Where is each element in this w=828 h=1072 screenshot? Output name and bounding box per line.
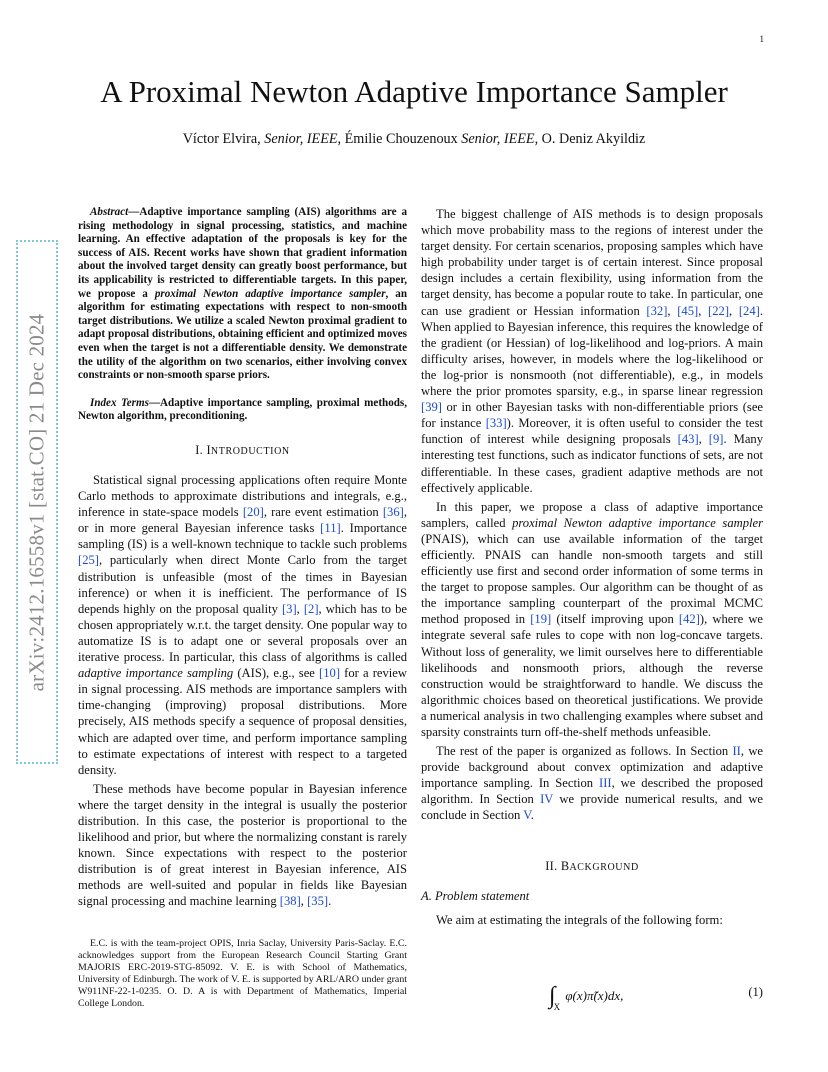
text-span: . — [530, 808, 534, 823]
text-span: , — [698, 432, 709, 447]
integral-domain: X — [553, 1002, 561, 1012]
text-span: , — [296, 601, 304, 616]
intro-paragraph-2 — [78, 781, 407, 910]
text-span: . When applied to Bayesian inference, this requires the knowledge of the gradient (or Hessian) of log-likelihood and log-priors. A main difficulty arises, however, in models where the log-likelihood or the log-prior is nonsmooth (not differentiable), e.g., in models where the prior promotes sparsity, e.g., in sparse linear regression — [421, 303, 763, 399]
author-separator: , — [257, 131, 265, 147]
citation-link[interactable]: [3] — [281, 601, 297, 616]
text-span: , rare event estimation — [263, 505, 383, 520]
citation-link[interactable]: [22] — [708, 303, 730, 318]
section-heading-introduction — [78, 442, 407, 460]
text-span: or in other Bayesian tasks with non-differentiable priors (see for instance — [421, 400, 763, 431]
author-role: Senior, IEEE — [264, 131, 338, 147]
citation-link[interactable]: [2] — [303, 601, 319, 616]
equation-1 — [421, 976, 763, 1012]
arxiv-stamp-text: arXiv:2412.16558v1 [stat.CO] 21 Dec 2024 — [24, 313, 49, 691]
index-terms — [78, 397, 407, 424]
equation-expression: φ(x)π̃(x)dx, — [565, 988, 624, 1003]
abstract-text: , an algorithm for estimating expectations with respect to non-smooth target distributions. We utilize a scaled Newton proximal gradient to adapt proposal distributions, obtaining efficient and optimized moves even when the target is not a differentiable density. We demonstrate the utility of the algorithm on two scenarios, either involving convex constraints or non-smooth sparse priors. — [78, 287, 408, 382]
text-span: , particularly when direct Monte Carlo from the target distribution is unfeasible (most of the times in Bayesian inference) or when it is inefficient. The performance of IS depends highly on the proposal quality — [78, 553, 407, 616]
citation-link[interactable]: [24] — [738, 303, 760, 318]
citation-link[interactable]: [33] — [485, 416, 507, 431]
abstract-emphasis: proximal Newton adaptive importance sampler — [154, 287, 386, 300]
abstract-text: —Adaptive importance sampling (AIS) algorithms are a rising methodology in signal processing, statistics, and machine learning. An effective adaptation of the proposals is key for the success of AIS. Recent works have shown that gradient information about the involved target density can greatly boost performance, but its applicability is restricted to differentiable targets. In this paper, we propose a — [78, 206, 407, 300]
text-span: . — [328, 894, 332, 909]
text-span: (itself improving upon — [551, 612, 679, 627]
equation-body — [549, 980, 624, 1012]
citation-link[interactable]: [38] — [279, 894, 301, 909]
section-link[interactable]: III — [599, 776, 612, 791]
text-span: , we described the proposed algorithm. In Section — [421, 776, 763, 807]
author-separator: , — [337, 131, 345, 147]
author-list — [0, 131, 828, 148]
text-span: . Many interesting test functions, such as indicator functions of sets, are not differentiable. In these cases, gradient adaptive methods are not effectively applicable. — [421, 432, 763, 495]
citation-link[interactable]: [35] — [307, 894, 329, 909]
citation-link[interactable]: [20] — [242, 505, 264, 520]
abstract — [78, 206, 407, 383]
right-paragraph-3 — [421, 743, 763, 823]
text-span: The biggest challenge of AIS methods is to design proposals which move probability mass to the regions of interest under the target density. For certain scenarios, proposing samples which have high probability under target is of certain interest. Since proposal design includes a certain flexibility, using information from the target density, has become a popular route to take. In particular, one can use gradient or Hessian information — [421, 207, 763, 318]
text-span: , which has to be chosen appropriately w.r.t. the target density. One popular way to automatize IS is to adapt one or several proposals over an iterative process. In particular, this class of algorithms is called — [78, 601, 408, 665]
text-span: . Importance sampling (IS) is a well-known technique to tackle such problems — [78, 521, 408, 552]
left-column — [78, 206, 407, 913]
emphasis-text: adaptive importance sampling — [78, 666, 234, 681]
text-span: The rest of the paper is organized as follows. In Section — [436, 744, 733, 759]
text-span: Statistical signal processing applications often require Monte Carlo methods to approximate distributions and integrals, e.g., inference in state-space models — [78, 473, 407, 520]
section-link[interactable]: II — [732, 744, 741, 759]
right-column — [421, 206, 763, 931]
index-terms-text: —Adaptive importance sampling, proximal methods, Newton algorithm, preconditioning. — [78, 396, 407, 423]
citation-link[interactable]: [43] — [677, 432, 699, 447]
section-title-rest: ACKGROUND — [569, 861, 639, 873]
section-number: II. — [545, 858, 558, 873]
right-paragraph-4 — [421, 912, 763, 928]
right-paragraph-2 — [421, 499, 763, 740]
text-span: ), where we integrate several safe rules to cope with non log-concave targets. Without loss of generality, we limit ourselves here to differentiable likelihoods and nonsmooth priors, although the reverse construction would be straightforward to handle. We discuss the algorithmic choices based on theoretical justifications. We provide a numerical analysis in two challenging examples where subset and sparsity constraints turn off-the-shelf methods unfeasible. — [421, 612, 764, 739]
text-span: , — [729, 303, 739, 318]
subsection-heading: A. Problem statement — [421, 888, 530, 903]
section-title-rest: NTRODUCTION — [210, 445, 290, 457]
section-title-initial: I — [206, 442, 211, 457]
author-separator: , — [534, 131, 542, 147]
text-span: for a review in signal processing. AIS methods are importance samplers with time-changing (improving) proposal distributions. More precisely, AIS methods specify a sequence of proposal densities, which are adapted over time, and perform importance sampling to estimate expectations of interest with respect to a targeted density. — [78, 666, 407, 777]
text-span: (PNAIS), which can use available information of the target efficiently. PNAIS can handle non-smooth targets and still efficiently use first and second order information of some terms in the target to propose samples. Our algorithm can be thought of as the importance sampling counterpart of the proximal MCMC method proposed in — [421, 531, 763, 627]
text-span: , — [667, 303, 678, 318]
abstract-lead: Abstract — [90, 206, 129, 218]
citation-link[interactable]: [9] — [708, 432, 724, 447]
section-heading-background — [421, 858, 763, 876]
integral-sign: ∫ — [549, 983, 556, 1009]
section-title-initial: B — [560, 858, 570, 873]
text-span: In this paper, we propose a class of adaptive importance samplers, called — [421, 499, 763, 530]
arxiv-stamp — [16, 240, 58, 764]
emphasis-text: proximal Newton adaptive importance sampler — [512, 515, 764, 530]
paper-title: A Proximal Newton Adaptive Importance Sampler — [100, 74, 728, 109]
text-span: We aim at estimating the integrals of the following form: — [436, 912, 723, 927]
text-span: (AIS), e.g., see — [233, 666, 320, 681]
author-name: O. Deniz Akyildiz — [541, 131, 646, 147]
equation-number: (1) — [748, 985, 763, 999]
citation-link[interactable]: [25] — [78, 553, 99, 568]
text-span: , or in more general Bayesian inference tasks — [78, 505, 407, 536]
text-span: ). Moreover, it is often useful to consider the test function of interest while designing proposals — [421, 416, 763, 447]
page-number: 1 — [759, 34, 764, 44]
author-name: Víctor Elvira — [182, 131, 258, 147]
section-link[interactable]: V — [523, 808, 531, 823]
right-paragraph-1 — [421, 206, 763, 496]
text-span: These methods have become popular in Bayesian inference where the target density in the integral is usually the posterior distribution. In this case, the posterior is proportional to the likelihood and prior, but where the normalizing constant is rarely known. Since expectations with respect to the posterior distribution is of great interest in Bayesian inference, AIS methods are well-suited and popular in fields like Bayesian signal processing and machine learning — [78, 781, 407, 909]
section-link[interactable]: IV — [540, 792, 554, 807]
section-number: I. — [195, 442, 204, 457]
index-terms-lead: Index Terms — [90, 396, 149, 409]
text-span: , — [698, 303, 709, 318]
citation-link[interactable]: [39] — [421, 400, 442, 415]
citation-link[interactable]: [19] — [530, 612, 552, 627]
text-span: , we provide background about convex optimization and adaptive importance sampling. In Section — [421, 744, 763, 791]
text-span: we provide numerical results, and we conclude in Section — [421, 792, 764, 823]
intro-paragraph-1 — [78, 472, 407, 778]
author-role: Senior, IEEE — [461, 131, 535, 147]
citation-link[interactable]: [42] — [678, 612, 700, 627]
text-span: , — [300, 894, 308, 909]
citation-link[interactable]: [11] — [320, 521, 341, 536]
citation-link[interactable]: [45] — [677, 303, 699, 318]
citation-link[interactable]: [36] — [382, 505, 404, 520]
footnote: E.C. is with the team-project OPIS, Inria Saclay, University Paris-Saclay. E.C. acknowledges support from the European Research Council Starting Grant MAJORIS ERC-2019-STG-85092. V. E. is with School of Mathematics, University of Edinburgh. The work of V. E. is supported by ARL/ARO under grant W911NF-22-1-0235. O. D. A is with Department of Mathematics, Imperial College London. — [78, 938, 407, 1010]
author-name: Émilie Chouzenoux — [344, 131, 458, 147]
citation-link[interactable]: [32] — [646, 303, 668, 318]
citation-link[interactable]: [10] — [319, 666, 341, 681]
